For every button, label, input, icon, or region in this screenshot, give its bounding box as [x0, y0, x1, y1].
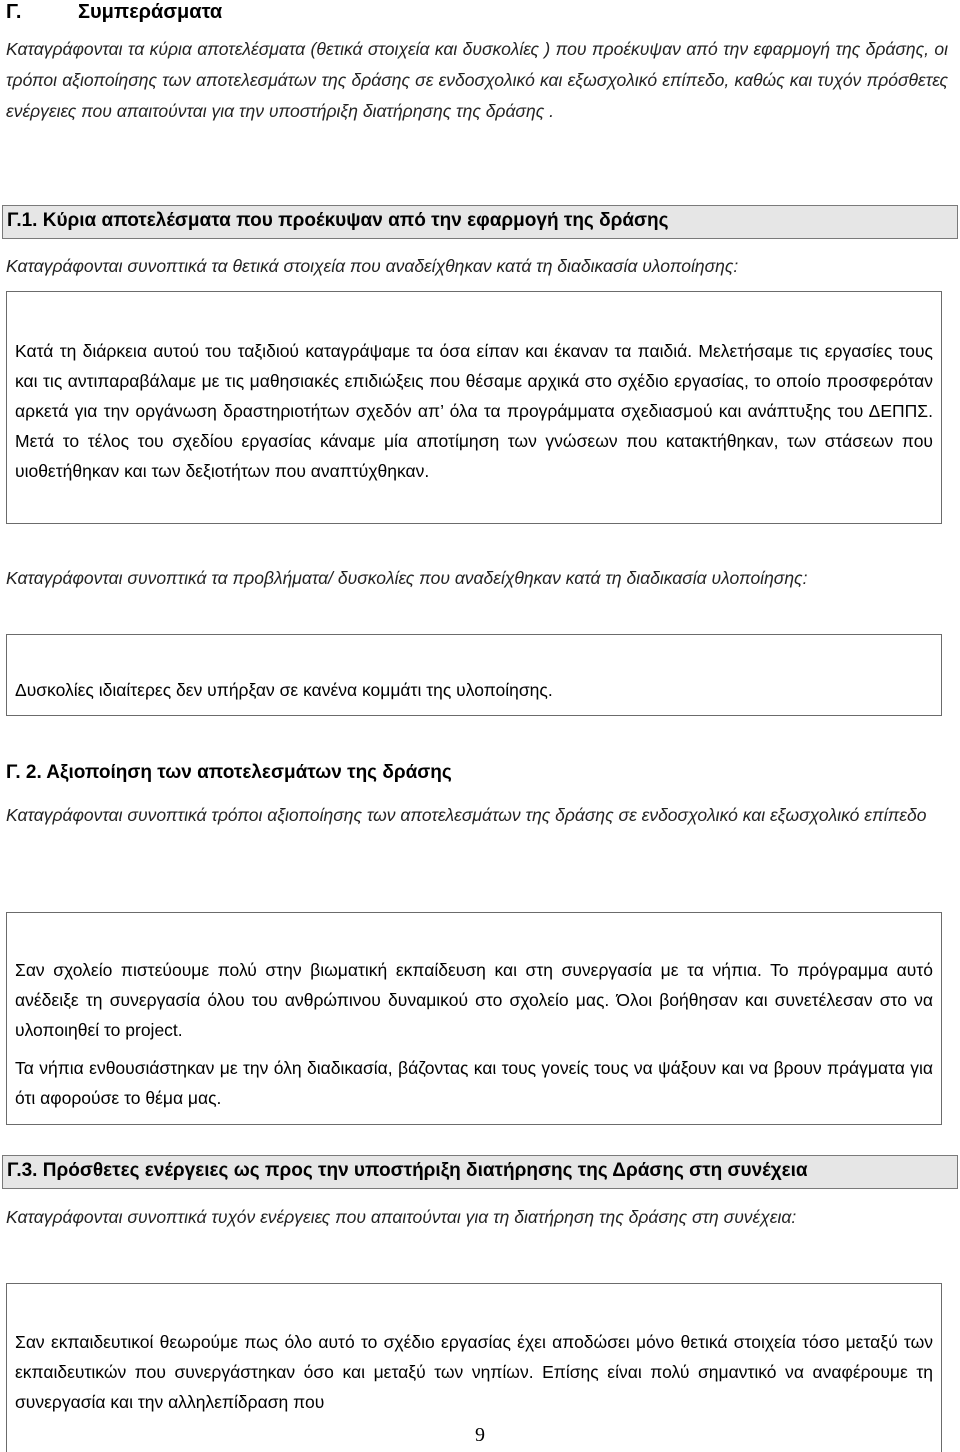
problems-text: Δυσκολίες ιδιαίτερες δεν υπήρξαν σε κανένα κομμάτι της υλοποίησης.	[15, 680, 553, 700]
page-number: 9	[475, 1424, 485, 1446]
main-heading-letter: Γ.	[6, 1, 22, 23]
section-1-title: Γ.1. Κύρια αποτελέσματα που προέκυψαν από την εφαρμογή της δράσης	[2, 205, 958, 239]
section-3-title: Γ.3. Πρόσθετες ενέργειες ως προς την υποστήριξη διατήρησης της Δράσης στη συνέχεια	[2, 1155, 958, 1189]
positives-prompt: Καταγράφονται συνοπτικά τα θετικά στοιχεία που αναδείχθηκαν κατά τη διαδικασία υλοποίησης:	[6, 256, 739, 276]
problems-prompt: Καταγράφονται συνοπτικά τα προβλήματα/ δυσκολίες που αναδείχθηκαν κατά τη διαδικασία υλοποίησης:	[6, 568, 808, 588]
positives-text: Κατά τη διάρκεια αυτού του ταξιδιού καταγράψαμε τα όσα είπαν και έκαναν τα παιδιά. Μελετήσαμε τις εργασίες τους και τις αντιπαραβάλαμε με τις μαθησιακές επιδιώξεις που θέσαμε αρχικά στο σχέδιο εργασίας, το οποίο προσφερόταν αρκετά για την οργάνωση δραστηριοτήτων σχεδόν απ’ όλα τα προγράμματα σχεδιασμού και ανάπτυξης του ΔΕΠΠΣ. Μετά το τέλος του σχεδίου εργασίας κάναμε μία αποτίμηση των γνώσεων που κατακτήθηκαν, των στάσεων που υιοθετήθηκαν και των δεξιοτήτων που αναπτύχθηκαν.	[15, 341, 933, 481]
utilization-paragraph-2: Τα νήπια ενθουσιάστηκαν με την όλη διαδικασία, βάζοντας και τους γονείς τους να ψάξουν και να βρουν πράγματα για ότι αφορούσε το θέμα μας.	[15, 1058, 933, 1108]
positives-box	[6, 291, 942, 524]
continuation-text: Σαν εκπαιδευτικοί θεωρούμε πως όλο αυτό το σχέδιο εργασίας έχει αποδώσει μόνο θετικά στοιχεία τόσο μεταξύ των εκπαιδευτικών που συνεργάστηκαν όσο και μεταξύ των νηπίων. Επίσης είναι πολύ σημαντικό να αναφέρουμε τη συνεργασία και την αλληλεπίδραση που	[15, 1332, 933, 1412]
section-2-prompt: Καταγράφονται συνοπτικά τρόποι αξιοποίησης των αποτελεσμάτων της δράσης σε ενδοσχολικό και εξωσχολικό επίπεδο	[6, 805, 927, 825]
main-heading	[6, 0, 222, 24]
section-2-title: Γ. 2. Αξιοποίηση των αποτελεσμάτων της δράσης	[6, 762, 452, 783]
utilization-paragraph-1: Σαν σχολείο πιστεύουμε πολύ στην βιωματική εκπαίδευση και στη συνεργασία με τα νήπια. Το πρόγραμμα αυτό ανέδειξε τη συνεργασία όλου του ανθρώπινου δυναμικού στο σχολείο μας. Όλοι βοήθησαν και συνετέλεσαν στο να υλοποιηθεί το project.	[15, 960, 933, 1040]
utilization-box	[6, 912, 942, 1125]
intro-paragraph: Καταγράφονται τα κύρια αποτελέσματα (θετικά στοιχεία και δυσκολίες ) που προέκυψαν από την εφαρμογή της δράσης, οι τρόποι αξιοποίησης των αποτελεσμάτων της δράσης σε ενδοσχολικό και εξωσχολικό επίπεδο, καθώς και τυχόν πρόσθετες ενέργειες που απαιτούνται για την υποστήριξη διατήρησης της δράσης .	[6, 39, 948, 121]
problems-box	[6, 634, 942, 716]
section-3-prompt: Καταγράφονται συνοπτικά τυχόν ενέργειες που απαιτούνται για τη διατήρηση της δράσης στη συνέχεια:	[6, 1207, 797, 1227]
main-heading-title: Συμπεράσματα	[78, 1, 223, 23]
